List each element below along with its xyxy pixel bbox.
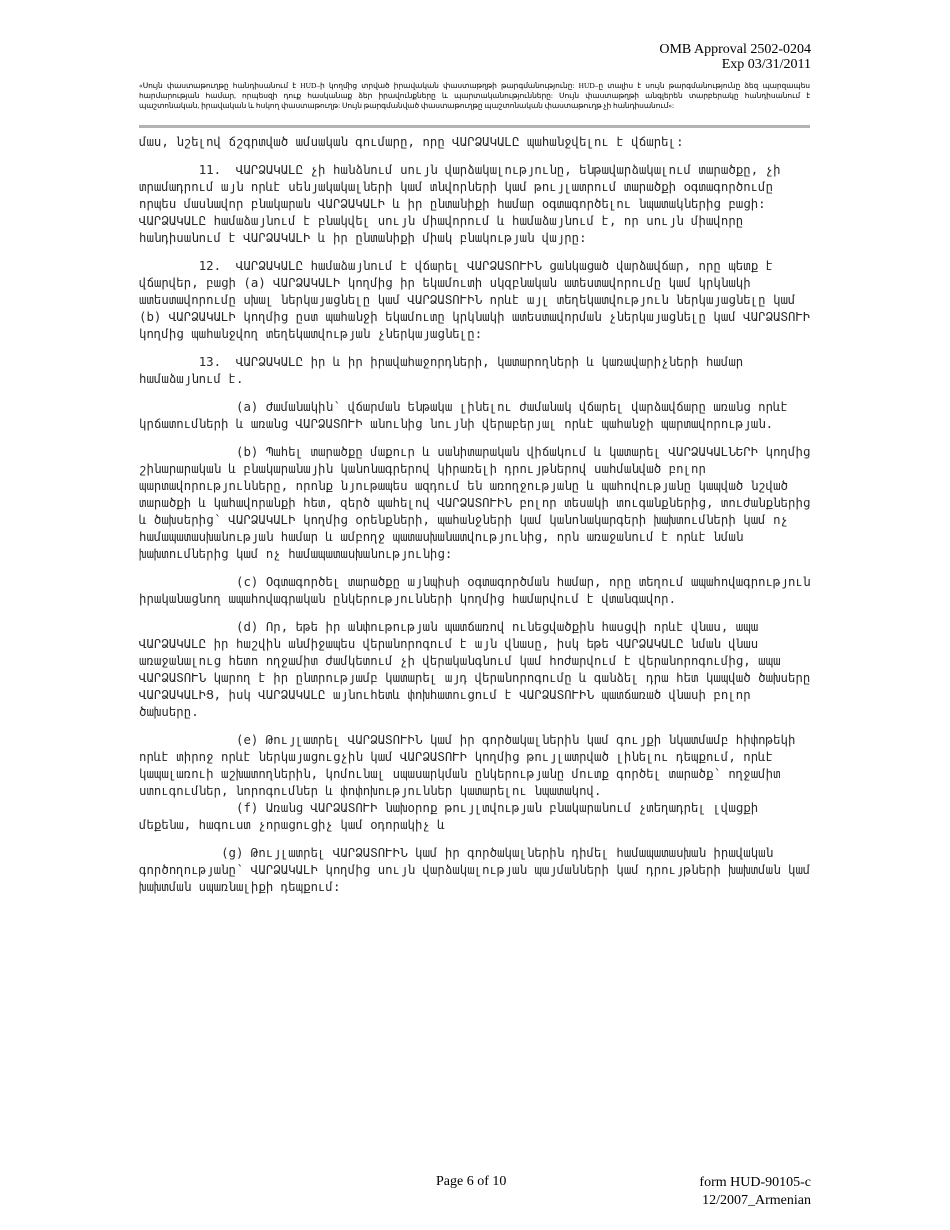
paragraph-13d: (d) Որ, եթե իր անփութության պատճառով ունեցվածքին հասցվի որևէ վնաս, ապա ՎԱՐՁԱԿԱԼԸ իր հաշվին անմիջապես վերանորոգում է այն վնասը, իսկ եթե ՎԱՐՁԱԿԱԼԸ նման վնաս առաջանալուց հետո ողջամիտ ժամկետում չի վերականգնում կամ հոժարվում է վերանորոգումից, ապա ՎԱՐՁԱՏՈՒՆ կարող է իր ընտրությամբ կատարել այդ վերանորոգումը և գանձել դրա հետ կապված ծախսերը ՎԱՐՁԱԿԱԼԻՑ, իսկ ՎԱՐՁԱԿԱԼԸ այնուհետև փոխհատուցում է ՎԱՐՁԱՏՈՒԻՆ պատճառած վնասի բոլոր ծախսերը. (139, 619, 818, 719)
paragraph-13e: (e) Թույլատրել ՎԱՐՁԱՏՈՒԻՆ կամ իր գործակալներին կամ գույքի նկատմամբ հիփոթեկի որևէ տիրոջ որևէ ներկայացուցչին կամ ՎԱՐՁԱՏՈՒԻ կողմից թույլատրված լինելու դեպքում, որևէ կապալառուի աշխատողներին, կոմունալ սպասարկման ընկերությանը մուտք գործել տարածք՝ ողջամիտ ստուգումներ, նորոգումներ և փոփոխություններ կատարելու նպատակով. (139, 732, 803, 798)
omb-approval-number: OMB Approval 2502-0204 (659, 42, 811, 57)
header-divider (139, 125, 810, 128)
omb-expiration: Exp 03/31/2011 (721, 57, 811, 72)
lease-body (139, 133, 818, 906)
paragraph-continuation: մաս, նշելով ճշգրտված ամսական գումարը, որը ՎԱՐՁԱԿԱԼԸ պահանջվելու է վճարել: (139, 134, 684, 149)
paragraph-13b: (b) Պահել տարածքը մաքուր և սանիտարական վիճակում և կատարել ՎԱՐՁԱԿԱԼՆԵՐԻ կողմից շինարարական և բնակարանային կանոնագրերով կիրառելի դրույթներով սահմանված բոլոր պարտավորությունները, որոնք նյութապես ազդում են առողջությանը և պահովությանը կապված նշված տարածքի և կահավորանքի հետ, զերծ պահելով ՎԱՐՁԱՏՈՒԻՆ բոլոր տեսակի տուգանքներից, տուժանքներից և ծախսերից՝ ՎԱՐՁԱԿԱԼԻ կողմից օրենքների, պահանջների կամ կանոնակարգերի խախտումների կամ ոչ համապատասխանության համար և ամբողջ պատասխանատվությունից, որն առաջանում է որևէ նման խախտումներից կամ ոչ համապատասխանությունից: (139, 444, 818, 561)
paragraph-13f: (f) Առանց ՎԱՐՁԱՏՈՒԻ նախօրոք թույլտվության բնակարանում չտեղադրել լվացքի մեքենա, հագուստ չորացուցիչ կամ օդորակիչ և (139, 800, 766, 832)
paragraph-13a: (a) Ժամանակին՝ վճարման ենթակա լինելու ժամանակ վճարել վարձավճարը առանց որևէ կրճատումների և առանց ՎԱՐՁԱՏՈՒԻ անունից նույնի վերաբերյալ որևէ պահանջի պարտավորության. (139, 399, 796, 431)
form-number: form HUD-90105-c (699, 1175, 811, 1190)
paragraph-11: 11. ՎԱՐՁԱԿԱԼԸ չի հանձնում սույն վարձակալությունը, ենթավարձակալում տարածքը, չի տրամադրում այն որևէ սենյակակալների կամ տնվորների կամ թույլատրում տարածքի օգտագործումը որպես մասնավոր բնակարան ՎԱՐՁԱԿԱԼԻ և իր ընտանիքի համար օգտագործելու նպատակներից բացի: ՎԱՐՁԱԿԱԼԸ համաձայնում է բնակվել սույն միավորում և համաձայնում է, որ սույն միավորը հանդիսանում է ՎԱՐՁԱԿԱԼԻ և իր ընտանիքի միակ բնակության վայրը: (139, 162, 789, 245)
form-version: 12/2007_Armenian (702, 1193, 811, 1208)
page-number: Page 6 of 10 (436, 1174, 507, 1189)
paragraph-13: 13. ՎԱՐՁԱԿԱԼԸ իր և իր իրավահաջորդների, կատարողների և կառավարիչների համար համաձայնում է. (139, 354, 751, 386)
paragraph-13g: (g) Թույլատրել ՎԱՐՁԱՏՈՒԻՆ կամ իր գործակալներին դիմել համապատասխան իրավական գործողությանը՝ ՎԱՐՁԱԿԱԼԻ կողմից սույն վարձակալության պայմանների կամ դրույթների խախտման կամ խախտման սպառնալիքի դեպքում: (139, 845, 818, 894)
form-identifier (699, 1174, 811, 1210)
paragraph-13c: (c) Օգտագործել տարածքը այնպիսի օգտագործման համար, որը տեղում ապահովագրություն իրականացնող ապահովագրական ընկերությունների կողմից համարվում է վտանգավոր. (139, 574, 818, 606)
paragraph-12: 12. ՎԱՐՁԱԿԱԼԸ համաձայնում է վճարել ՎԱՐՁԱՏՈՒԻՆ ցանկացած վարձավճար, որը պետք է վճարվեր, բացի (a) ՎԱՐՁԱԿԱԼԻ կողմից իր եկամուտի սկզբնական ատեստավորումը կամ կրկնակի ատեստավորումը սխալ ներկայացնելը կամ ՎԱՐՁԱՏՈՒԻՆ որևէ այլ տեղեկատվություն ներկայացնելը կամ (b) ՎԱՐՁԱԿԱԼԻ կողմից ըստ պահանջի եկամուտը կրկնակի ատեստավորման չներկայացնելը կամ ՎԱՐՁԱՏՈՒԻ կողմից պահանջվող տեղեկատվության չներկայացնելը: (139, 258, 818, 341)
translation-notice: «Սույն փաստաթուղթը հանդիսանում է HUD–ի կողմից տրված իրավական փաստաթղթի թարգմանությունը: HUD–ը տալիս է սույն թարգմանությունը ձեզ պարզապես հարմարության համար, որպեսզի դուք հասկանաք ձեր իրավունքները և պարտականությունները: Սույն փաստաթղթի անգլերեն տարբերակը հանդիսանում է պաշտոնական, իրավական և հսկող փաստաթուղթ: Սույն թարգմանված փաստաթուղթը պաշտոնական փաստաթուղթ չի հանդիսանում»: (139, 81, 810, 111)
omb-approval (659, 42, 811, 72)
